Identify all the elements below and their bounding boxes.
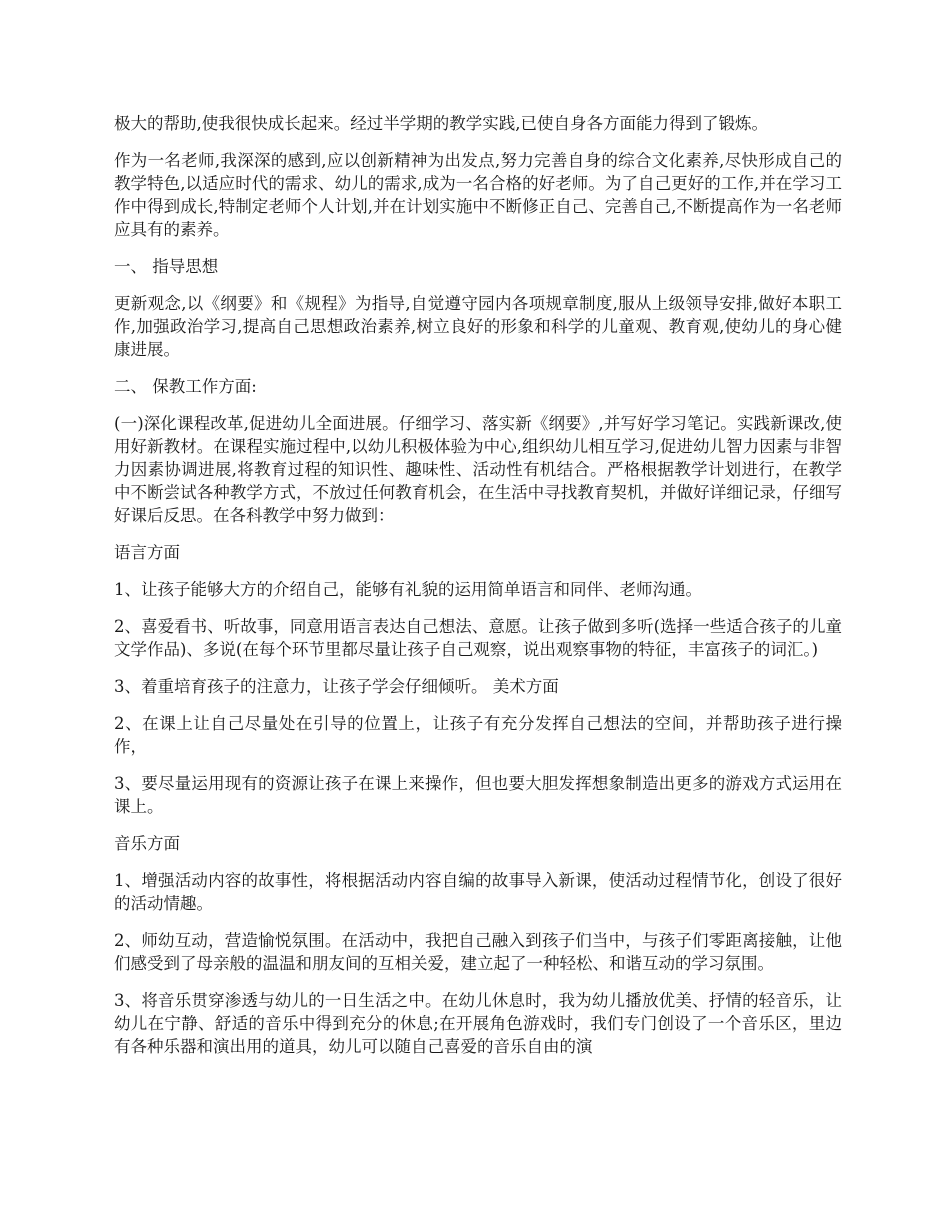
section-heading-teaching-work: 二、 保教工作方面: (114, 377, 257, 396)
section-heading-guiding-thought: 一、 指导思想 (114, 257, 219, 276)
paragraph-10: 1、增强活动内容的故事性，将根据活动内容自编的故事导入新课，使活动过程情节化，创设了很好的活动情趣。 (114, 871, 842, 913)
paragraph-1: 极大的帮助,使我很快成长起来。经过半学期的教学实践,已使自身各方面能力得到了锻炼。 (114, 114, 768, 133)
paragraph-4: (一)深化课程改革,促进幼儿全面进展。仔细学习、落实新《纲要》,并写好学习笔记。实践新课改,使用好新教材。在课程实施过程中,以幼儿积极体验为中心,组织幼儿相互学习,促进幼儿智力因素与非智力因素协调进展,将教育过程的知识性、趣味性、活动性有机结合。严格根据教学计划进行，在教学中不断尝试各种教学方式，不放过任何教育机会，在生活中寻找教育契机，并做好详细记录，仔细写好课后反思。在各科教学中努力做到： (114, 414, 842, 525)
section-heading-music: 音乐方面 (114, 834, 180, 853)
paragraph-11: 2、师幼互动，营造愉悦氛围。在活动中，我把自己融入到孩子们当中，与孩子们零距离接触，让他们感受到了母亲般的温温和朋友间的互相关爱，建立起了一种轻松、和谐互动的学习氛围。 (114, 931, 842, 973)
paragraph-9: 3、要尽量运用现有的资源让孩子在课上来操作，但也要大胆发挥想象制造出更多的游戏方式运用在课上。 (114, 774, 842, 816)
section-heading-language: 语言方面 (114, 543, 180, 562)
paragraph-2: 作为一名老师,我深深的感到,应以创新精神为出发点,努力完善自身的综合文化素养,尽快形成自己的教学特色,以适应时代的需求、幼儿的需求,成为一名合格的好老师。为了自己更好的工作,并在学习工作中得到成长,特制定老师个人计划,并在计划实施中不断修正自己、完善自己,不断提高作为一名老师应具有的素养。 (114, 151, 842, 239)
paragraph-12: 3、将音乐贯穿渗透与幼儿的一日生活之中。在幼儿休息时，我为幼儿播放优美、抒情的轻音乐，让幼儿在宁静、舒适的音乐中得到充分的休息;在开展角色游戏时，我们专门创设了一个音乐区，里边有各种乐器和演出用的道具，幼儿可以随自己喜爱的音乐自由的演 (114, 991, 842, 1056)
paragraph-6: 2、喜爱看书、听故事，同意用语言表达自己想法、意愿。让孩子做到多听(选择一些适合孩子的儿童文学作品)、多说(在每个环节里都尽量让孩子自己观察，说出观察事物的特征，丰富孩子的词汇。) (114, 617, 842, 659)
paragraph-8: 2、在课上让自己尽量处在引导的位置上，让孩子有充分发挥自己想法的空间，并帮助孩子进行操作， (114, 714, 842, 756)
paragraph-3: 更新观念,以《纲要》和《规程》为指导,自觉遵守园内各项规章制度,服从上级领导安排,做好本职工作,加强政治学习,提高自己思想政治素养,树立良好的形象和科学的儿童观、教育观,使幼儿的身心健康进展。 (114, 294, 842, 359)
paragraph-5: 1、让孩子能够大方的介绍自己，能够有礼貌的运用简单语言和同伴、老师沟通。 (114, 580, 702, 599)
paragraph-7: 3、着重培育孩子的注意力，让孩子学会仔细倾听。 美术方面 (114, 677, 559, 696)
document-body (114, 112, 842, 1058)
